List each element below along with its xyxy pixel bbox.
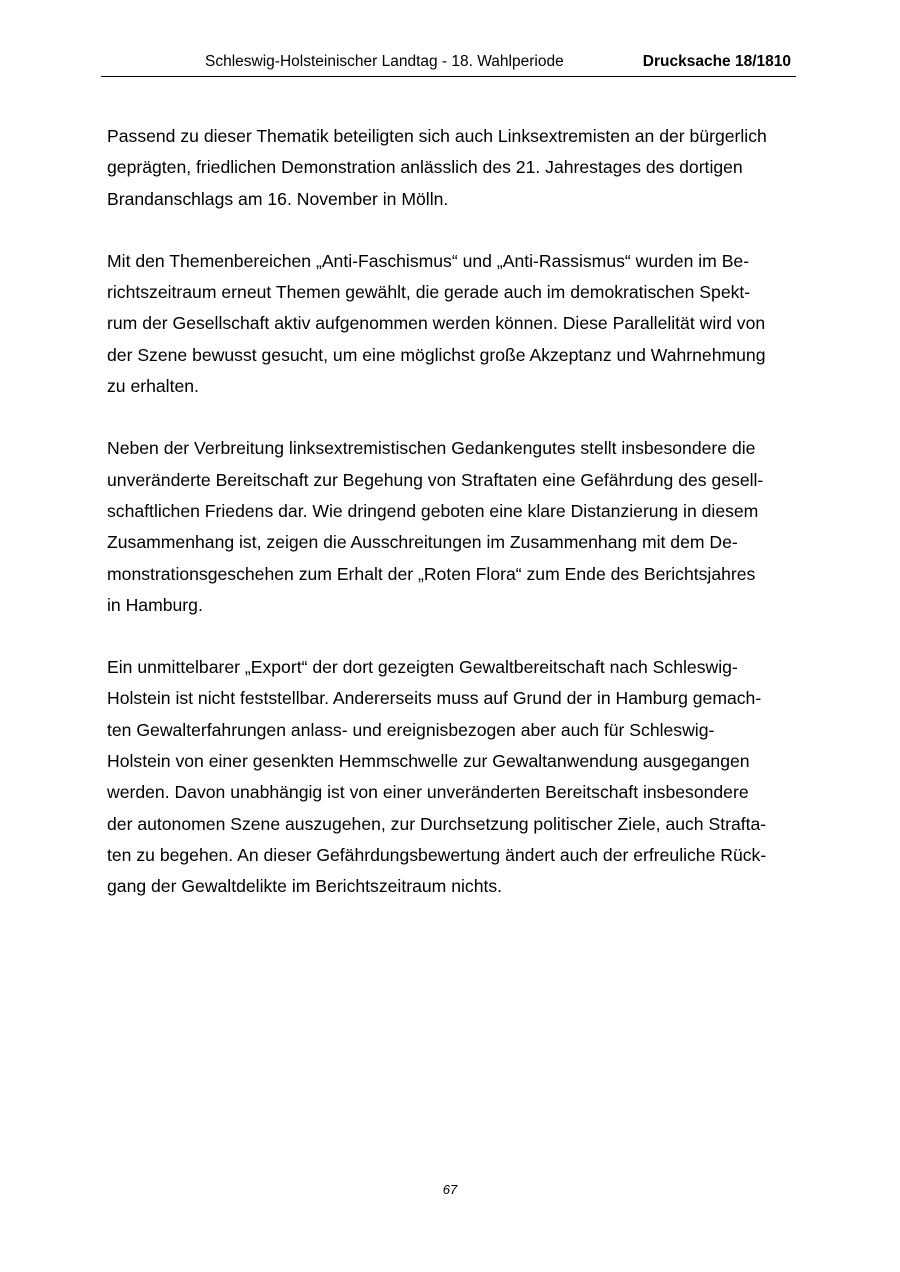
text-line: rum der Gesellschaft aktiv aufgenommen werden können. Diese Parallelität wird von (107, 313, 766, 334)
header-title: Schleswig-Holsteinischer Landtag - 18. Wahlperiode (205, 53, 564, 70)
paragraph-2 (107, 246, 797, 402)
text-line: Zusammenhang ist, zeigen die Ausschreitungen im Zusammenhang mit dem De- (107, 532, 738, 553)
drucksache-number: Drucksache 18/1810 (642, 53, 791, 70)
text-line: zu erhalten. (107, 376, 199, 397)
text-line: Neben der Verbreitung linksextremistischen Gedankengutes stellt insbesondere die (107, 438, 756, 459)
text-line: monstrationsgeschehen zum Erhalt der „Roten Flora“ zum Ende des Berichtsjahres (107, 563, 756, 584)
text-line: gang der Gewaltdelikte im Berichtszeitraum nichts. (107, 876, 503, 897)
page-header (101, 52, 796, 77)
text-line: Passend zu dieser Thematik beteiligten sich auch Linksextremisten an der bürgerlich (107, 126, 767, 146)
page-number: 67 (442, 1182, 458, 1197)
text-line: Brandanschlags am 16. November in Mölln. (107, 188, 449, 209)
paragraph-3 (107, 433, 797, 621)
text-line: ten zu begehen. An dieser Gefährdungsbewertung ändert auch der erfreuliche Rück- (107, 844, 767, 865)
text-line: werden. Davon unabhängig ist von einer unveränderten Bereitschaft insbesondere (107, 782, 749, 803)
document-body (107, 121, 797, 934)
paragraph-1 (107, 121, 797, 215)
text-line: Ein unmittelbarer „Export“ der dort gezeigten Gewaltbereitschaft nach Schleswig- (107, 657, 738, 678)
text-line: richtszeitraum erneut Themen gewählt, die gerade auch im demokratischen Spekt- (107, 282, 751, 303)
paragraph-4 (107, 652, 797, 902)
text-line: Holstein von einer gesenkten Hemmschwelle zur Gewaltanwendung ausgegangen (107, 751, 750, 772)
text-line: der autonomen Szene auszugehen, zur Durchsetzung politischer Ziele, auch Strafta- (107, 813, 767, 834)
text-line: in Hamburg. (107, 594, 203, 615)
text-line: unveränderte Bereitschaft zur Begehung von Straftaten eine Gefährdung des gesell- (107, 469, 764, 490)
text-line: der Szene bewusst gesucht, um eine möglichst große Akzeptanz und Wahrnehmung (107, 344, 766, 365)
text-line: schaftlichen Friedens dar. Wie dringend geboten eine klare Distanzierung in diesem (107, 500, 759, 521)
text-line: geprägten, friedlichen Demonstration anlässlich des 21. Jahrestages des dortigen (107, 157, 743, 178)
text-line: Holstein ist nicht feststellbar. Andererseits muss auf Grund der in Hamburg gemach- (107, 688, 762, 709)
text-line: Mit den Themenbereichen „Anti-Faschismus“ und „Anti-Rassismus“ wurden im Be- (107, 250, 750, 271)
text-line: ten Gewalterfahrungen anlass- und ereignisbezogen aber auch für Schleswig- (107, 719, 715, 740)
